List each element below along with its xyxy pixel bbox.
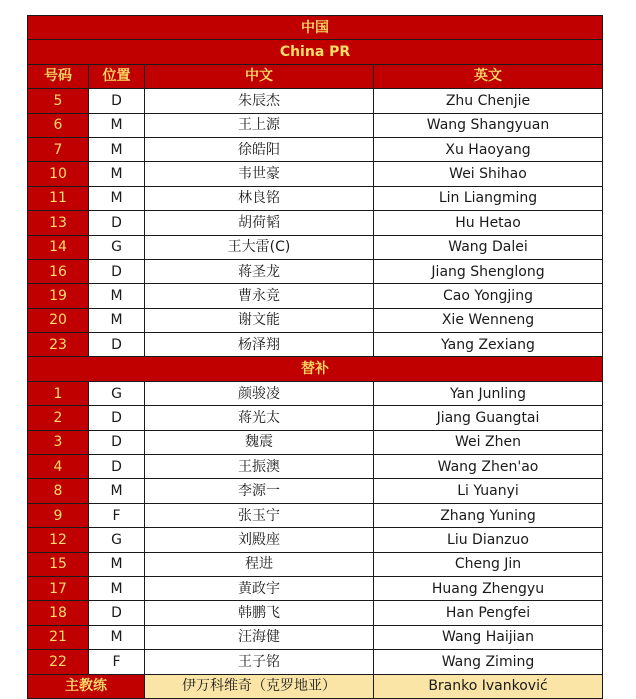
player-position: M [89,576,145,600]
player-name-cn: 黄政宇 [145,576,374,600]
player-name-en: Lin Liangming [374,186,603,210]
subs-label: 替补 [28,357,603,381]
player-position: D [89,333,145,357]
player-name-cn: 韩鹏飞 [145,601,374,625]
player-row [28,552,603,576]
player-row [28,333,603,357]
player-row [28,479,603,503]
player-name-en: Wei Shihao [374,162,603,186]
subs-section-row [28,357,603,381]
team-title: 中国 [28,16,603,40]
player-position: D [89,430,145,454]
player-name-cn: 谢文能 [145,308,374,332]
player-row [28,528,603,552]
coach-row [28,674,603,698]
player-row [28,89,603,113]
player-number: 15 [28,552,89,576]
player-name-cn: 杨泽翔 [145,333,374,357]
player-row [28,308,603,332]
player-position: D [89,211,145,235]
player-name-cn: 颜骏凌 [145,381,374,405]
player-name-cn: 王上源 [145,113,374,137]
player-name-cn: 程进 [145,552,374,576]
player-position: D [89,406,145,430]
player-name-cn: 朱辰杰 [145,89,374,113]
player-name-cn: 林良铭 [145,186,374,210]
player-row [28,211,603,235]
player-number: 13 [28,211,89,235]
player-position: M [89,308,145,332]
coach-label: 主教练 [28,674,145,698]
player-name-en: Xu Haoyang [374,137,603,161]
player-name-en: Liu Dianzuo [374,528,603,552]
player-name-cn: 徐皓阳 [145,137,374,161]
player-name-en: Li Yuanyi [374,479,603,503]
player-position: M [89,113,145,137]
player-row [28,406,603,430]
player-name-en: Yan Junling [374,381,603,405]
player-name-cn: 胡荷韬 [145,211,374,235]
player-name-en: Zhang Yuning [374,503,603,527]
player-name-en: Cao Yongjing [374,284,603,308]
player-name-en: Jiang Guangtai [374,406,603,430]
player-number: 17 [28,576,89,600]
player-name-cn: 汪海健 [145,625,374,649]
player-position: D [89,89,145,113]
player-name-cn: 曹永竞 [145,284,374,308]
player-position: D [89,601,145,625]
player-position: M [89,162,145,186]
team-subtitle: China PR [28,40,603,64]
coach-name-en: Branko Ivanković [374,674,603,698]
player-row [28,650,603,674]
player-number: 18 [28,601,89,625]
player-name-en: Wang Ziming [374,650,603,674]
player-number: 8 [28,479,89,503]
player-number: 20 [28,308,89,332]
player-name-en: Zhu Chenjie [374,89,603,113]
header-english: 英文 [374,64,603,88]
player-number: 14 [28,235,89,259]
player-row [28,576,603,600]
roster-table [27,15,603,699]
header-number: 号码 [28,64,89,88]
player-name-cn: 魏震 [145,430,374,454]
player-number: 10 [28,162,89,186]
player-position: G [89,528,145,552]
player-position: D [89,455,145,479]
player-name-cn: 蒋光太 [145,406,374,430]
player-name-en: Huang Zhengyu [374,576,603,600]
player-position: M [89,284,145,308]
player-name-cn: 张玉宁 [145,503,374,527]
player-row [28,259,603,283]
player-number: 5 [28,89,89,113]
player-row [28,137,603,161]
player-position: F [89,650,145,674]
player-row [28,113,603,137]
player-number: 3 [28,430,89,454]
player-name-cn: 蒋圣龙 [145,259,374,283]
player-row [28,162,603,186]
player-name-cn: 王大雷(C) [145,235,374,259]
player-number: 11 [28,186,89,210]
player-name-cn: 王振澳 [145,455,374,479]
player-name-en: Wang Haijian [374,625,603,649]
player-number: 2 [28,406,89,430]
player-name-en: Yang Zexiang [374,333,603,357]
player-number: 4 [28,455,89,479]
player-name-en: Wang Shangyuan [374,113,603,137]
player-number: 6 [28,113,89,137]
player-position: G [89,235,145,259]
player-number: 23 [28,333,89,357]
player-name-en: Wang Zhen'ao [374,455,603,479]
player-row [28,430,603,454]
player-number: 9 [28,503,89,527]
player-name-cn: 刘殿座 [145,528,374,552]
player-name-en: Xie Wenneng [374,308,603,332]
player-name-cn: 韦世豪 [145,162,374,186]
header-position: 位置 [89,64,145,88]
player-name-en: Cheng Jin [374,552,603,576]
player-position: F [89,503,145,527]
player-number: 19 [28,284,89,308]
player-number: 16 [28,259,89,283]
player-position: M [89,479,145,503]
player-row [28,601,603,625]
header-chinese: 中文 [145,64,374,88]
player-row [28,625,603,649]
player-row [28,284,603,308]
player-row [28,381,603,405]
player-row [28,503,603,527]
player-name-cn: 李源一 [145,479,374,503]
player-number: 1 [28,381,89,405]
player-name-en: Jiang Shenglong [374,259,603,283]
player-number: 22 [28,650,89,674]
player-position: M [89,552,145,576]
player-row [28,455,603,479]
coach-name-cn: 伊万科维奇（克罗地亚） [145,674,374,698]
player-row [28,186,603,210]
player-number: 7 [28,137,89,161]
player-position: G [89,381,145,405]
player-number: 21 [28,625,89,649]
player-position: M [89,186,145,210]
player-position: M [89,625,145,649]
player-name-en: Han Pengfei [374,601,603,625]
player-name-en: Wang Dalei [374,235,603,259]
player-position: D [89,259,145,283]
player-number: 12 [28,528,89,552]
player-name-en: Wei Zhen [374,430,603,454]
player-row [28,235,603,259]
player-name-cn: 王子铭 [145,650,374,674]
player-position: M [89,137,145,161]
player-name-en: Hu Hetao [374,211,603,235]
